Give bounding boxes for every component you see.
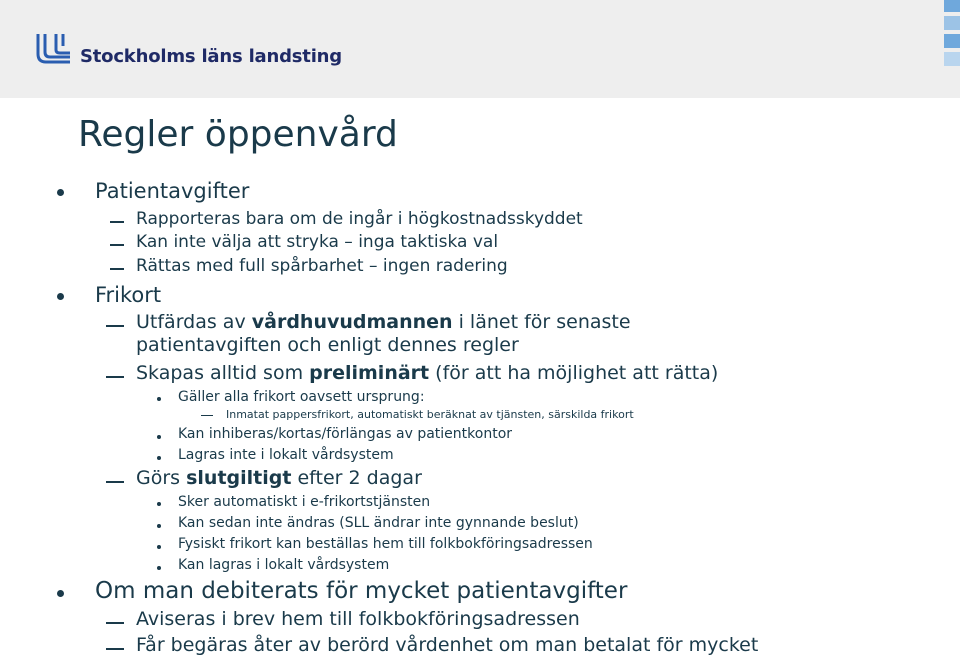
list-item: Görs slutgiltigt efter 2 dagar	[136, 467, 422, 489]
bullet-icon	[157, 435, 161, 439]
page-title: Regler öppenvård	[78, 114, 398, 155]
list-item: Kan inhiberas/kortas/förlängas av patientkontor	[178, 426, 513, 442]
list-item: Gäller alla frikort oavsett ursprung:	[178, 389, 425, 405]
bullet-icon	[157, 456, 161, 460]
list-item: Inmatat pappersfrikort, automatiskt beräknat av tjänsten, särskilda frikort	[226, 408, 634, 421]
list-item: Kan inte välja att stryka – inga taktiska val	[136, 232, 499, 252]
dash-icon	[110, 221, 124, 223]
list-item: Skapas alltid som preliminärt (för att ha möjlighet att rätta)	[136, 362, 719, 384]
dash-icon	[106, 376, 124, 378]
list-item: Sker automatiskt i e-frikortstjänsten	[178, 494, 431, 510]
list-item-continuation: patientavgiften och enligt dennes regler	[136, 334, 519, 356]
bullet-icon	[57, 293, 64, 300]
bullet-icon	[157, 502, 161, 506]
list-item: Utfärdas av vårdhuvudmannen i länet för senaste	[136, 311, 631, 333]
sll-logo-icon	[34, 32, 74, 66]
section-heading-patientavgifter: Patientavgifter	[95, 179, 250, 203]
dash-icon	[110, 244, 124, 246]
bullet-icon	[157, 545, 161, 549]
pattern-grid-icon	[940, 0, 960, 70]
header-bar	[0, 0, 960, 98]
bullet-icon	[157, 566, 161, 570]
list-item: Får begäras åter av berörd vårdenhet om man betalat för mycket	[136, 634, 759, 656]
dash-icon	[110, 268, 124, 270]
list-item: Kan lagras i lokalt vårdsystem	[178, 557, 390, 573]
list-item: Lagras inte i lokalt vårdsystem	[178, 447, 394, 463]
bullet-icon	[157, 397, 161, 401]
dash-icon	[106, 648, 124, 650]
list-item: Fysiskt frikort kan beställas hem till folkbokföringsadressen	[178, 536, 593, 552]
org-name: Stockholms läns landsting	[80, 46, 342, 67]
list-item: Rättas med full spårbarhet – ingen radering	[136, 256, 508, 276]
dash-icon	[201, 415, 213, 416]
list-item: Kan sedan inte ändras (SLL ändrar inte gynnande beslut)	[178, 515, 579, 531]
list-item: Aviseras i brev hem till folkbokföringsadressen	[136, 608, 580, 630]
section-heading-debiterat: Om man debiterats för mycket patientavgifter	[95, 578, 628, 604]
bullet-icon	[57, 590, 64, 597]
bullet-icon	[157, 524, 161, 528]
dash-icon	[106, 622, 124, 624]
list-item: Rapporteras bara om de ingår i högkostnadsskyddet	[136, 209, 583, 229]
section-heading-frikort: Frikort	[95, 283, 162, 307]
dash-icon	[106, 481, 124, 483]
bullet-icon	[57, 189, 64, 196]
dash-icon	[106, 325, 124, 327]
